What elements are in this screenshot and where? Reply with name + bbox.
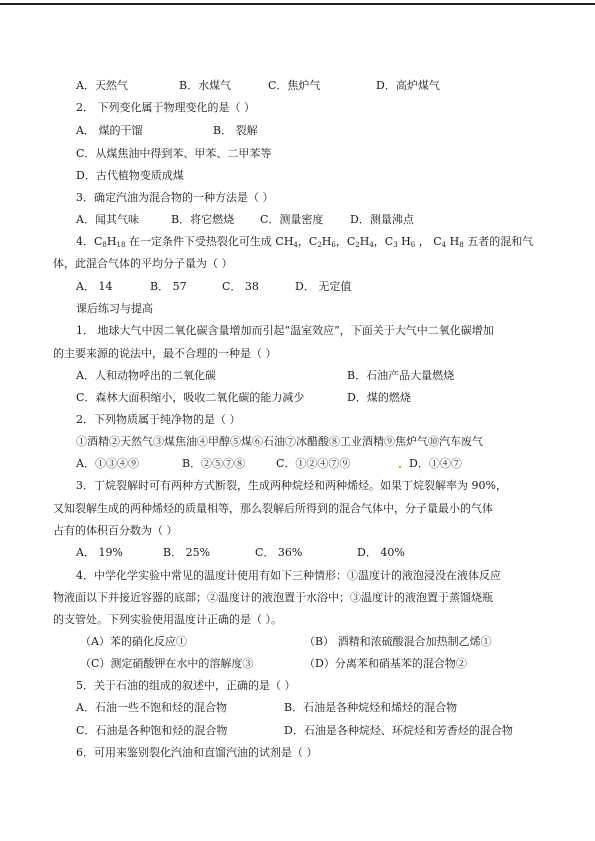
q1-options-row	[76, 79, 556, 93]
p4-line3: 的支管处。下列实验使用温度计正确的是（ ）。	[53, 613, 282, 626]
p5-options-row2	[76, 724, 536, 738]
p1-option-b: B．石油产品大量燃烧	[347, 369, 455, 382]
p3-option-c: C． 36%	[255, 546, 303, 559]
p4-line1: 4．中学化学实验中常见的温度计使用有如下三种情形：①温度计的液泡浸没在液体反应	[76, 569, 501, 582]
p1-options-row1	[76, 369, 506, 383]
q2-option-a: A． 煤的干馏	[76, 124, 143, 137]
q4-line1: 4．$C_8H_{18}$ 在一定条件下受热裂化可生成 $CH_4$，$C_2H_6$，$C_2H_4$，$C_3$ $H_6$ ， $C_4$ $H_8$ 五者的混和气	[76, 235, 534, 249]
p1-options-row2	[76, 391, 506, 405]
p4-options-row2	[80, 657, 510, 671]
p6-stem: 6．可用来鉴别裂化汽油和直馏汽油的试剂是（ ）	[76, 746, 318, 759]
p5-option-a: A．石油一些不饱和烃的混合物	[76, 701, 227, 714]
q4-option-b: B． 57	[150, 280, 187, 293]
q3-option-a: A．闻其气味	[76, 213, 139, 226]
p2-option-a: A．①③④⑨	[76, 457, 139, 470]
p2-option-d: D．①④⑦	[409, 457, 462, 470]
p2-items: ①酒精②天然气③煤焦油④甲醇⑤煤⑥石油⑦冰醋酸⑧工业酒精⑨焦炉气⑩汽车废气	[76, 435, 483, 448]
q4-line2: 体，此混合气体的平均分子量为（ ）	[53, 257, 233, 270]
q1-option-c: C．焦炉气	[268, 79, 321, 92]
p3-option-d: D． 40%	[357, 546, 405, 559]
p4-option-b: （B） 酒精和浓硫酸混合加热制乙烯①	[304, 635, 492, 648]
p5-option-c: C．石油是各种饱和烃的混合物	[76, 724, 228, 737]
section-title: 课后练习与提高	[76, 302, 153, 315]
p3-line2: 又知裂解生成的两种烯烃的质量相等，那么裂解后所得到的混合气体中，分子量最小的气体	[53, 502, 493, 515]
q4-option-c: C． 38	[222, 280, 259, 293]
p3-line1: 3．丁烷裂解时可有两种方式断裂，生成两种烷烃和两种烯烃。如果丁烷裂解率为 90%，	[76, 479, 507, 492]
stray-mark	[399, 466, 401, 468]
q4-option-a: A． 14	[76, 280, 113, 293]
q3-stem: 3．确定汽油为混合物的一种方法是（ ）	[76, 191, 274, 204]
p4-option-a: （A）苯的硝化反应①	[80, 635, 187, 648]
header-rule	[0, 3, 595, 5]
q3-options-row	[76, 213, 496, 227]
p4-option-d: （D）分离苯和硝基苯的混合物②	[304, 657, 467, 670]
q2-options-row1	[76, 124, 376, 138]
p5-options-row1	[76, 701, 536, 715]
q4-label: 4．	[76, 235, 94, 248]
p2-stem: 2．下列物质属于纯净物的是（ ）	[76, 413, 241, 426]
q2-stem: 2． 下列变化属于物理变化的是（ ）	[76, 101, 255, 114]
p1-option-d: D．煤的燃烧	[347, 391, 411, 404]
p5-option-d: D．石油是各种烷烃、环烷烃和芳香烃的混合物	[284, 724, 513, 737]
p3-line3: 占有的体积百分数为（ ）	[53, 524, 178, 537]
p1-option-c: C．森林大面积缩小，吸收二氧化碳的能力减少	[76, 391, 305, 404]
q2-option-b: B． 裂解	[213, 124, 258, 137]
q1-option-b: B．水煤气	[179, 79, 232, 92]
q1-option-d: D．高炉煤气	[376, 79, 440, 92]
q3-option-b: B．将它燃烧	[171, 213, 235, 226]
q3-option-c: C．测量密度	[260, 213, 324, 226]
p2-option-c: C．①②④⑦⑨	[276, 457, 351, 470]
q2-option-d: D．古代植物变质成煤	[76, 169, 184, 182]
p3-options-row	[76, 546, 436, 560]
p1-option-a: A．人和动物呼出的二氧化碳	[76, 369, 216, 382]
q4-options-row	[76, 280, 396, 294]
p1-line1: 1． 地球大气中因二氧化碳含量增加而引起“温室效应”，下面关于大气中二氧化碳增加	[76, 324, 494, 337]
p5-option-b: B．石油是各种烷烃和烯烃的混合物	[284, 701, 458, 714]
q3-option-d: D．测量沸点	[350, 213, 414, 226]
p4-options-row1	[80, 635, 510, 649]
p1-line2: 的主要来源的说法中，最不合理的一种是（ ）	[53, 347, 277, 360]
p4-option-c: （C）测定硝酸钾在水中的溶解度③	[80, 657, 254, 670]
p3-option-a: A． 19%	[76, 546, 123, 559]
p3-option-b: B． 25%	[163, 546, 211, 559]
p4-line2: 物液面以下并接近容器的底部；②温度计的液泡置于水浴中；③温度计的液泡置于蒸馏烧瓶	[53, 591, 493, 604]
p5-stem: 5．关于石油的组成的叙述中，正确的是（ ）	[76, 679, 296, 692]
q4-option-d: D． 无定值	[295, 280, 352, 293]
q1-option-a: A．天然气	[76, 79, 128, 92]
q2-option-c: C．从煤焦油中得到苯、甲苯、二甲苯等	[76, 147, 272, 160]
p2-option-b: B．②⑤⑦⑧	[182, 457, 246, 470]
p2-options-row	[76, 457, 476, 471]
